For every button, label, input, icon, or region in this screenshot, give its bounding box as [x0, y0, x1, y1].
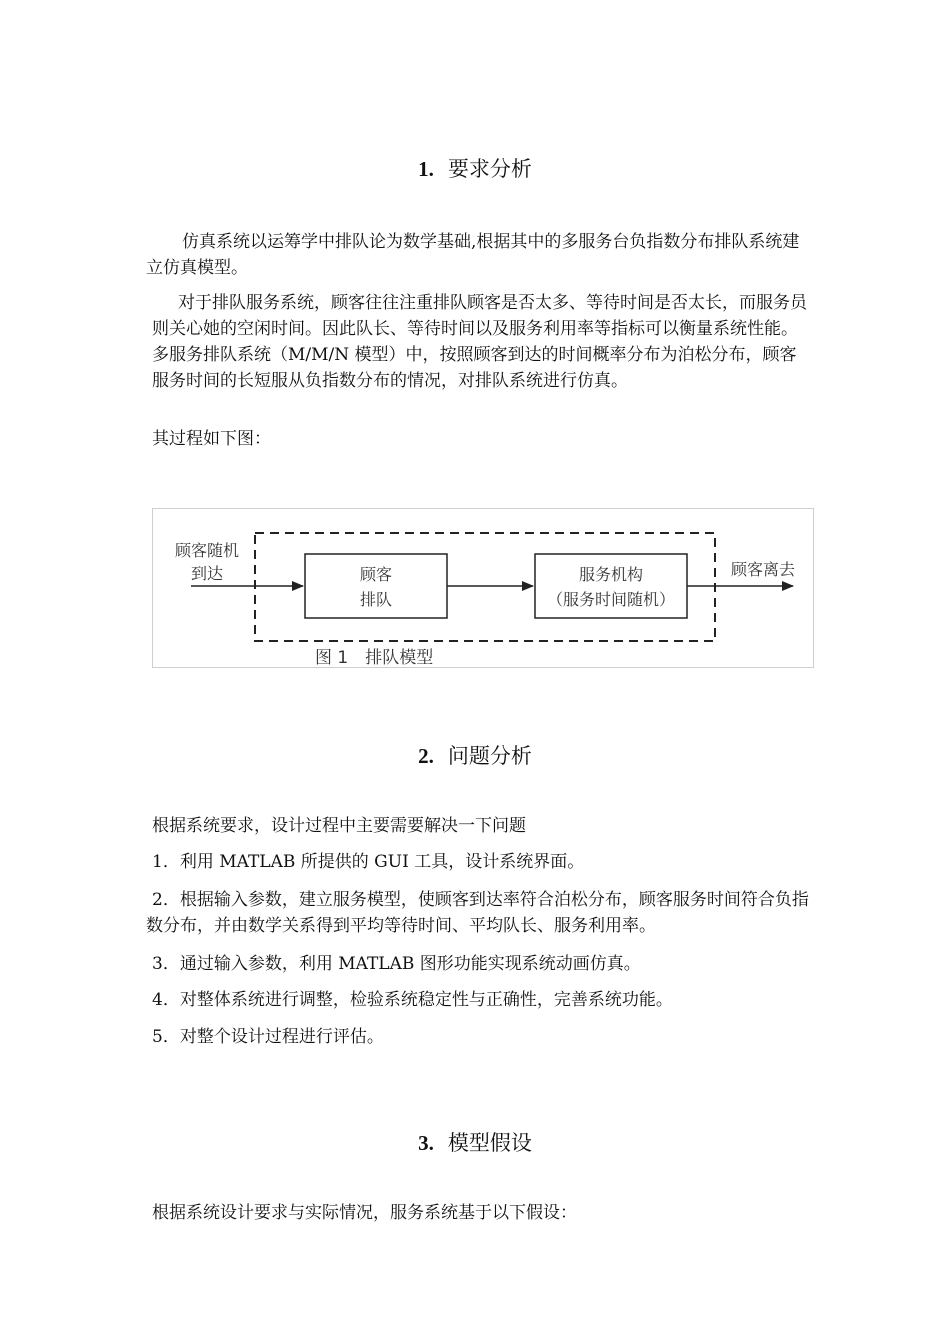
queue-label-line1: 顾客 — [359, 565, 393, 584]
departure-label: 顾客离去 — [730, 560, 796, 579]
paragraph: 根据系统设计要求与实际情况，服务系统基于以下假设： — [152, 1203, 577, 1223]
list-item: 1．利用 MATLAB 所提供的 GUI 工具，设计系统界面。 — [152, 852, 585, 872]
list-item: 5．对整个设计过程进行评估。 — [152, 1027, 384, 1047]
arrival-label-line2: 到达 — [190, 564, 224, 583]
queue-label-line2: 排队 — [359, 590, 393, 609]
figure-caption: 图 1 排队模型 — [315, 648, 434, 667]
section-3-heading — [0, 1127, 950, 1157]
list-item: 3．通过输入参数，利用 MATLAB 图形功能实现系统动画仿真。 — [152, 954, 641, 974]
queue-model-figure — [152, 508, 814, 668]
section-title: 模型假设 — [447, 1131, 532, 1155]
list-item: 4．对整体系统进行调整，检验系统稳定性与正确性，完善系统功能。 — [152, 990, 673, 1010]
section-title: 要求分析 — [447, 157, 532, 181]
paragraph: 根据系统要求，设计过程中主要需要解决一下问题 — [152, 816, 526, 836]
service-label-line2: （服务时间随机） — [546, 590, 676, 609]
section-number: 3. — [418, 1131, 434, 1155]
paragraph: 仿真系统以运筹学中排队论为数学基础,根据其中的多服务台负指数分布排队系统建立仿真模型。 — [146, 232, 800, 278]
arrival-label-line1: 顾客随机 — [174, 541, 240, 560]
section-2-heading — [0, 740, 950, 770]
section-title: 问题分析 — [447, 744, 532, 768]
service-label-line1: 服务机构 — [578, 565, 644, 584]
paragraph: 其过程如下图： — [152, 429, 271, 449]
section-number: 1. — [418, 157, 434, 181]
section-1-heading — [0, 153, 950, 183]
queue-model-diagram — [153, 509, 813, 667]
section-number: 2. — [418, 744, 434, 768]
paragraph: 对于排队服务系统，顾客往往注重排队顾客是否太多、等待时间是否太长，而服务员则关心她的空闲时间。因此队长、等待时间以及服务利用率等指标可以衡量系统性能。多服务排队系统（M/M/N 模型）中，按照顾客到达的时间概率分布为泊松分布，顾客服务时间的长短服从负指数分布的情况，对排队系统进行仿真。 — [152, 293, 807, 391]
list-item: 2．根据输入参数，建立服务模型，使顾客到达率符合泊松分布，顾客服务时间符合负指数分布，并由数学关系得到平均等待时间、平均队长、服务利用率。 — [146, 890, 809, 936]
